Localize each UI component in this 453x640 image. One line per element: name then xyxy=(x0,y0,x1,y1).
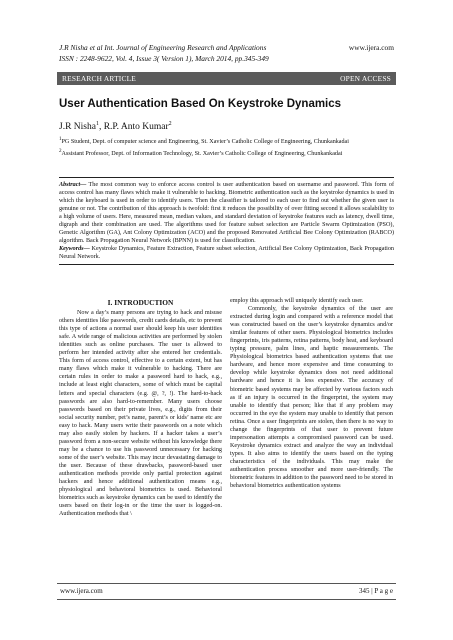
author-2: , R.P. Anto Kumar xyxy=(98,122,169,133)
affiliation-1-mark: 1 xyxy=(59,136,62,142)
article-type-banner xyxy=(57,72,396,85)
affiliation-2-text: Assistant Professor, Dept. of Information Technology, St. Xavier’s Catholic College of Engineering, Chunkankadai xyxy=(61,150,343,157)
abstract-text: The most common way to enforce access control is user authentication based on username and password. This form of access control has many flaws which make it vulnerable to hacking. Biometric authentication such as the keystroke dynamics is used in which the keyboard is used in order to identify users. Then the classifier is tailored to each user to find out whether the given user is genuine or not. The contribution of this approach is twofold: first it reduces the possibility of over fitting second it allows scalability to a high volume of users. Here, measured mean, median values, and standard deviation of keystroke features such as latency, dwell time, digraph and their combination are used. The algorithms used for feature subset selection are Particle Swarm Optimization (PSO), Genetic Algorithm (GA), Ant Colony Optimization (ACO) and the proposed Renovated Artificial Bee Colony Optimization (RABCO) algorithm. Back Propagation Neural Network (BPNN) is used for classification. xyxy=(59,182,394,244)
paper-title: User Authentication Based On Keystroke Dynamics xyxy=(59,98,342,110)
abstract-label: Abstract— xyxy=(59,182,87,188)
footer-website[interactable]: www.ijera.com xyxy=(60,587,103,595)
affiliations xyxy=(59,135,394,158)
author-2-mark: 2 xyxy=(168,121,172,127)
column-right xyxy=(230,297,393,490)
page-footer xyxy=(57,583,396,600)
keywords-paragraph xyxy=(59,245,394,261)
access-type-label: OPEN ACCESS xyxy=(340,74,391,83)
abstract-paragraph xyxy=(59,181,394,245)
affiliation-1-text: PG Student, Dept. of computer science and Engineering, St. Xavier’s Catholic College of Engineering, Chunkankadai xyxy=(61,139,349,146)
keywords-text: Keystroke Dynamics, Feature Extraction, Feature subset selection, Artificial Bee Colony Optimization, Back Propagation Neural Network. xyxy=(59,246,394,260)
affiliation-2 xyxy=(59,147,394,159)
intro-paragraph-continued: employ this approach will uniquely identify each user. xyxy=(230,298,364,304)
affiliation-1 xyxy=(59,135,394,147)
affiliation-2-mark: 2 xyxy=(59,147,62,154)
column-left xyxy=(59,299,222,518)
intro-paragraph-1: Now a day’s many persons are trying to hack and misuse others identities like passwords, credit cards details, etc to prevent this type of actions a normal user should keep his user identities safe. A wide range of malicious activities are performed by stolen identities such as online purchases. The user is allowed to perform her intended activity after she entered her credentials. This form of access control, effective to a certain extent, but has many flaws which make it vulnerable to hacking. There are certain rules in order to make a password hard to hack, e.g., include at least eight characters, some of which must be capital letters and special characters (e.g. @, ?, !). The hard-to-hack passwords are also hard-to-remember. Many users choose passwords based on their private lives, e.g., digits from their social security number, pet’s name, parent’s or kids’ name etc are easy to hack. Many users write their passwords on a note which may also easily stolen by hackers. If a hacker takes a user’s password from a non-secure website without his knowledge there may be a chance to use his password unnecessary for hacking some of the user’s website. This may incur devastating damage to the user. Because of these drawbacks, password-based user authentication methods provide only partial protection against hackers and hence additional authentication means e.g., physiological and behavioral biometrics is used. Behavioral biometrics such as keystroke dynamics can be used to identify the users based on their log-in or the time the user is logged-on. Authentication methods that \ xyxy=(59,310,222,518)
header-website[interactable]: www.ijera.com xyxy=(348,43,394,52)
intro-paragraph-2: Commonly, the keystroke dynamics of the user are extracted during login and compared with a reference model that was constructed based on the user’s keystroke dynamics and/or similar features of other users. Physiological biometrics includes fingerprints, iris patterns, retina patterns, body heat, and keyboard typing pressure, palm lines, and haptic measurements. The Physiological biometrics based authentication systems that use hardware, and hence more expensive and time consuming to develop while keystroke dynamics does not need additional hardware and hence it is less expensive. The accuracy of biometric based systems may be affected by various factors such as if an injury is occurred in the fingerprint, the system may unable to identify that person; like that if any problem may occurred in the eye the system may unable to identify that person retina. Once a user fingerprints are stolen, then there is no way to change the fingerprints of that user to prevent future impersonation attempts a compromised password can be used. Keystroke dynamics extract and analyze the way an individual types. It also aims to identify the users based on the typing characteristics of the individuals. This may make the authentication process smoother and more user-friendly. The biometric features in addition to the password need to be stored in behavioral biometrics authentication systems xyxy=(230,306,393,490)
author-1-mark: 1 xyxy=(95,121,99,127)
article-type-label: RESEARCH ARTICLE xyxy=(62,74,136,83)
abstract-block xyxy=(59,177,394,265)
running-header xyxy=(59,43,394,75)
page-number: 345 | P a g e xyxy=(359,587,393,595)
keywords-label: Keywords— xyxy=(59,246,90,252)
author-list xyxy=(59,121,172,132)
section-heading: I. INTRODUCTION xyxy=(107,298,174,307)
journal-citation: J.R Nisha et al Int. Journal of Engineering Research and Applications ISSN : 2248-9622, Vol. 4, Issue 3( Version 1), March 2014, pp.345-349 xyxy=(59,43,269,63)
author-1: J.R Nisha xyxy=(59,122,96,133)
